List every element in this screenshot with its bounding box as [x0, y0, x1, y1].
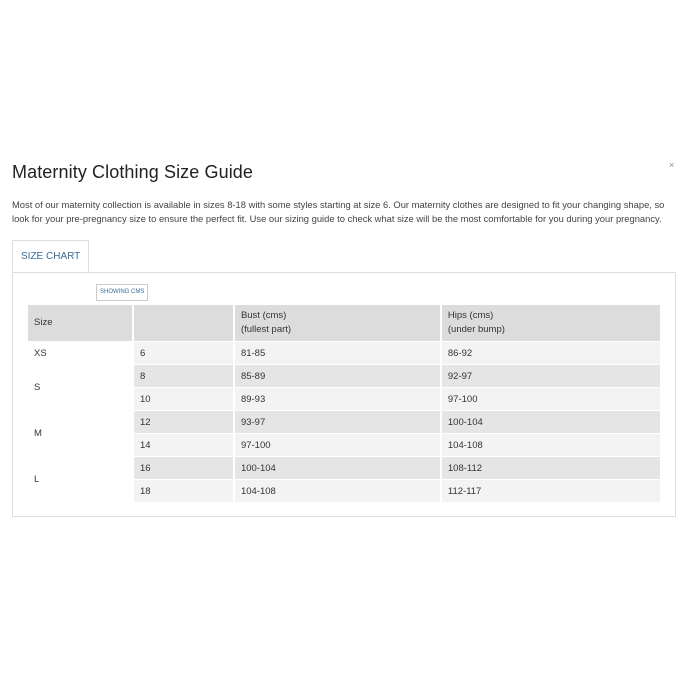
bust-cell: 93-97: [234, 411, 441, 434]
hips-cell: 112-117: [441, 480, 660, 503]
size-group-label: L: [28, 457, 133, 503]
tab-bar: [12, 240, 89, 273]
size-group-label: XS: [28, 342, 133, 365]
header-hips: [441, 305, 660, 342]
units-toggle-button[interactable]: SHOWING CMS: [96, 284, 148, 301]
hips-cell: 100-104: [441, 411, 660, 434]
header-hips-note: (under bump): [447, 324, 505, 335]
header-bust-note: (fullest part): [240, 324, 292, 335]
size-group-label: S: [28, 365, 133, 411]
tab-size-chart[interactable]: SIZE CHART: [12, 240, 89, 272]
intro-text: Most of our maternity collection is available in sizes 8-18 with some styles starting at size 6. Our maternity clothes are designed to fit your changing shape, so look for your pre-pregnancy size to ensure the perfect fit. Use our sizing guide to check what size will be the most comfortable for you during your pregnancy.: [12, 199, 665, 224]
size-chart-table: [28, 305, 660, 503]
uk-size-cell: 6: [133, 342, 234, 365]
close-icon[interactable]: ×: [669, 160, 675, 170]
table-row: [28, 365, 660, 388]
hips-cell: 108-112: [441, 457, 660, 480]
table-row: [28, 457, 660, 480]
table-row: [28, 411, 660, 434]
table-row: [28, 342, 660, 365]
hips-cell: 104-108: [441, 434, 660, 457]
uk-size-cell: 12: [133, 411, 234, 434]
uk-size-cell: 16: [133, 457, 234, 480]
table-header-row: [28, 305, 660, 342]
hips-cell: 97-100: [441, 388, 660, 411]
header-bust: [234, 305, 441, 342]
bust-cell: 89-93: [234, 388, 441, 411]
size-group-label: M: [28, 411, 133, 457]
page-title: Maternity Clothing Size Guide: [12, 162, 254, 182]
bust-cell: 81-85: [234, 342, 441, 365]
header-bust-label: Bust (cms): [240, 310, 287, 321]
bust-cell: 104-108: [234, 480, 441, 503]
uk-size-cell: 8: [133, 365, 234, 388]
uk-size-cell: 14: [133, 434, 234, 457]
bust-cell: 100-104: [234, 457, 441, 480]
uk-size-cell: 18: [133, 480, 234, 503]
bust-cell: 85-89: [234, 365, 441, 388]
header-uk: [133, 305, 234, 342]
header-hips-label: Hips (cms): [447, 310, 494, 321]
hips-cell: 86-92: [441, 342, 660, 365]
bust-cell: 97-100: [234, 434, 441, 457]
hips-cell: 92-97: [441, 365, 660, 388]
uk-size-cell: 10: [133, 388, 234, 411]
header-size: Size: [28, 305, 133, 342]
